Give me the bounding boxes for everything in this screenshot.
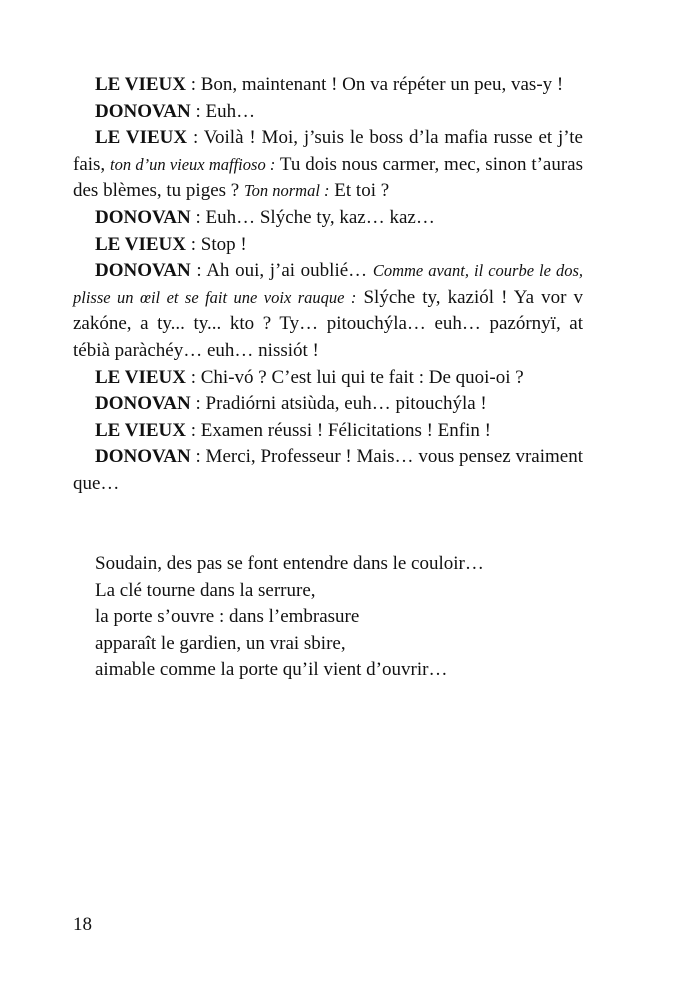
dialogue-text: Slýche ty, kaziól ! Ya vor v zakóne, a ty... ty... kto ? Ty… pitouchýla… euh… pazórnyï, at tébià paràchéy… euh… nissiót !	[73, 286, 583, 361]
dialogue-text: : Merci, Professeur ! Mais… vous pensez vraiment que…	[73, 446, 583, 494]
verse-line: la porte s’ouvre : dans l’embrasure	[95, 606, 360, 628]
speaker-name: DONOVAN	[95, 393, 191, 415]
dialogue-paragraph	[73, 72, 583, 99]
stage-direction: Comme avant, il courbe le dos, plisse un œil et se fait une voix rauque :	[73, 261, 583, 307]
dialogue-paragraph	[73, 205, 583, 232]
speaker-name: DONOVAN	[95, 100, 191, 122]
dialogue-text: Tu dois nous carmer, mec, sinon t’auras des blèmes, tu piges ?	[73, 153, 584, 202]
stage-direction: Ton normal :	[243, 181, 330, 201]
dialogue-paragraph	[73, 99, 583, 126]
dialogue-text: : Euh…	[190, 100, 256, 122]
dialogue-text: : Voilà ! Moi, j’suis le boss d’la mafia russe et j’te fais,	[73, 127, 583, 175]
dialogue-paragraph	[73, 365, 583, 392]
speaker-name: DONOVAN	[95, 260, 191, 282]
verse-block	[95, 551, 585, 684]
dialogue-text: : Chi-vó ? C’est lui qui te fait : De quoi-oi ?	[185, 366, 524, 388]
verse-line: La clé tourne dans la serrure,	[95, 579, 316, 601]
speaker-name: LE VIEUX	[95, 419, 186, 441]
dialogue-text: : Euh… Slýche ty, kaz… kaz…	[190, 206, 435, 228]
dialogue-text: : Ah oui, j’ai oublié…	[190, 260, 373, 282]
dialogue-paragraph	[73, 232, 583, 259]
dialogue-paragraph	[73, 258, 583, 364]
dialogue-text: : Bon, maintenant ! On va répéter un peu, vas-y !	[185, 74, 564, 95]
page-number: 18	[73, 914, 92, 935]
verse-line: apparaît le gardien, un vrai sbire,	[95, 632, 346, 654]
dialogue-text: : Pradiórni atsiùda, euh… pitouchýla !	[190, 393, 487, 415]
dialogue-text: Et toi ?	[329, 180, 390, 202]
verse-line: Soudain, des pas se font entendre dans le couloir…	[95, 553, 484, 574]
stage-direction: ton d’un vieux maffioso :	[110, 154, 276, 174]
speaker-name: LE VIEUX	[95, 233, 186, 255]
dialogue-text: : Examen réussi ! Félicitations ! Enfin !	[185, 419, 491, 441]
verse-line: aimable comme la porte qu’il vient d’ouvrir…	[95, 659, 448, 681]
speaker-name: LE VIEUX	[95, 127, 188, 149]
dialogue-paragraph	[73, 125, 583, 205]
speaker-name: LE VIEUX	[95, 366, 186, 388]
dialogue-paragraph	[73, 444, 583, 497]
speaker-name: DONOVAN	[95, 446, 191, 468]
speaker-name: DONOVAN	[95, 206, 191, 228]
speaker-name: LE VIEUX	[95, 74, 186, 95]
dialogue-text: : Stop !	[185, 233, 247, 255]
dialogue-paragraph	[73, 418, 583, 445]
dialogue-block	[73, 72, 583, 498]
dialogue-paragraph	[73, 391, 583, 418]
